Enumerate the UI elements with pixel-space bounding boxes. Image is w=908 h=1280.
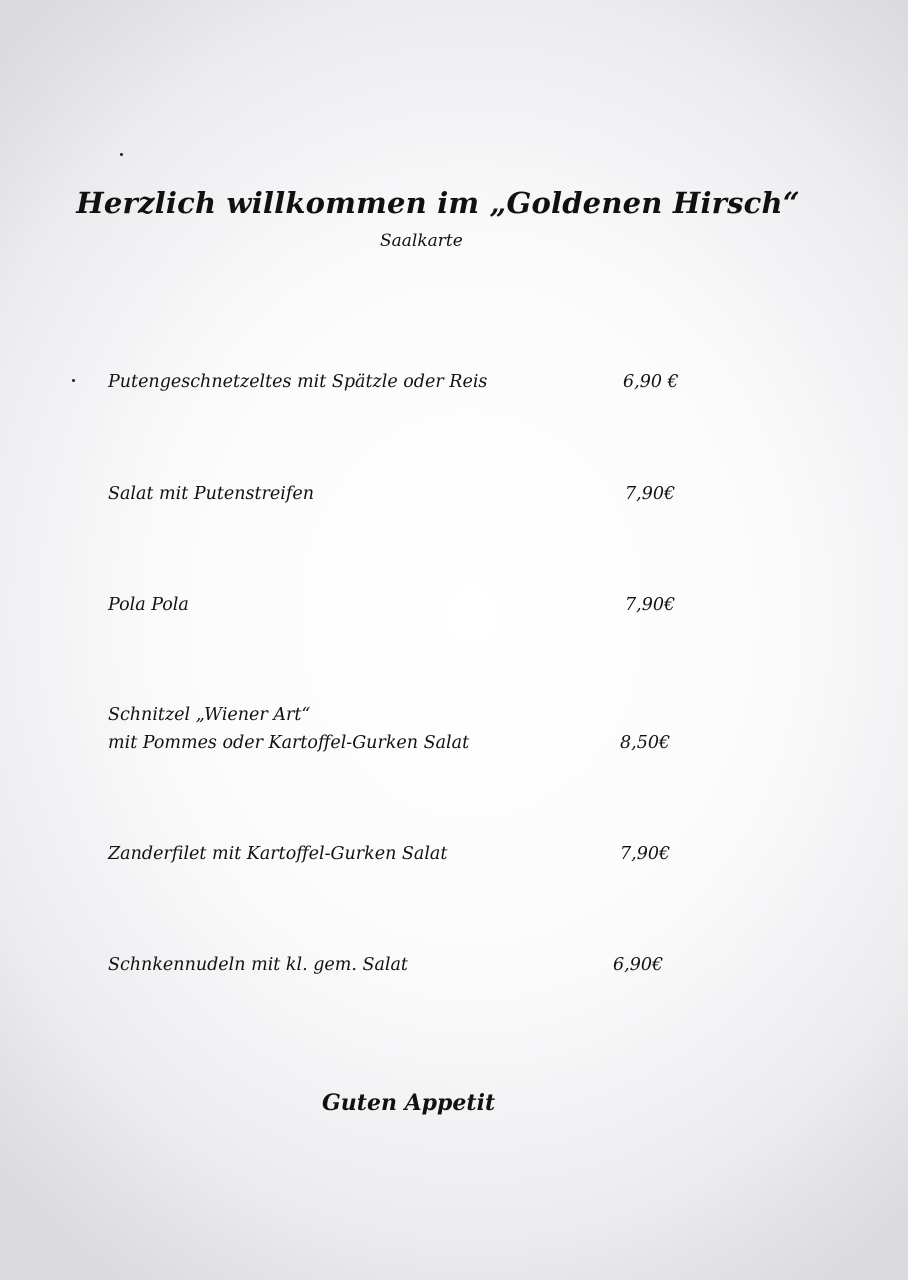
menu-item-name-line2: mit Pommes oder Kartoffel-Gurken Salat xyxy=(108,733,470,753)
closing-text: Guten Appetit xyxy=(322,1090,496,1116)
menu-subtitle: Saalkarte xyxy=(380,231,463,251)
menu-item-price: 7,90€ xyxy=(625,484,676,504)
menu-item-name: Putengeschnetzeltes mit Spätzle oder Reis xyxy=(108,372,488,392)
menu-item-price: 6,90€ xyxy=(613,955,664,975)
menu-item-name: Schnkennudeln mit kl. gem. Salat xyxy=(108,955,408,975)
menu-item-price: 6,90 € xyxy=(623,372,679,392)
menu-item-name: Salat mit Putenstreifen xyxy=(108,484,314,504)
paper-speck xyxy=(72,379,75,382)
menu-title: Herzlich willkommen im „Goldenen Hirsch“ xyxy=(76,186,800,220)
menu-item-price: 7,90€ xyxy=(625,595,676,615)
menu-item-price: 7,90€ xyxy=(620,844,671,864)
menu-item-name: Zanderfilet mit Kartoffel-Gurken Salat xyxy=(108,844,448,864)
menu-item-price: 8,50€ xyxy=(620,733,671,753)
menu-item-name: Pola Pola xyxy=(108,595,189,615)
paper-speck xyxy=(120,153,123,156)
menu-item-name: Schnitzel „Wiener Art“ xyxy=(108,705,311,725)
